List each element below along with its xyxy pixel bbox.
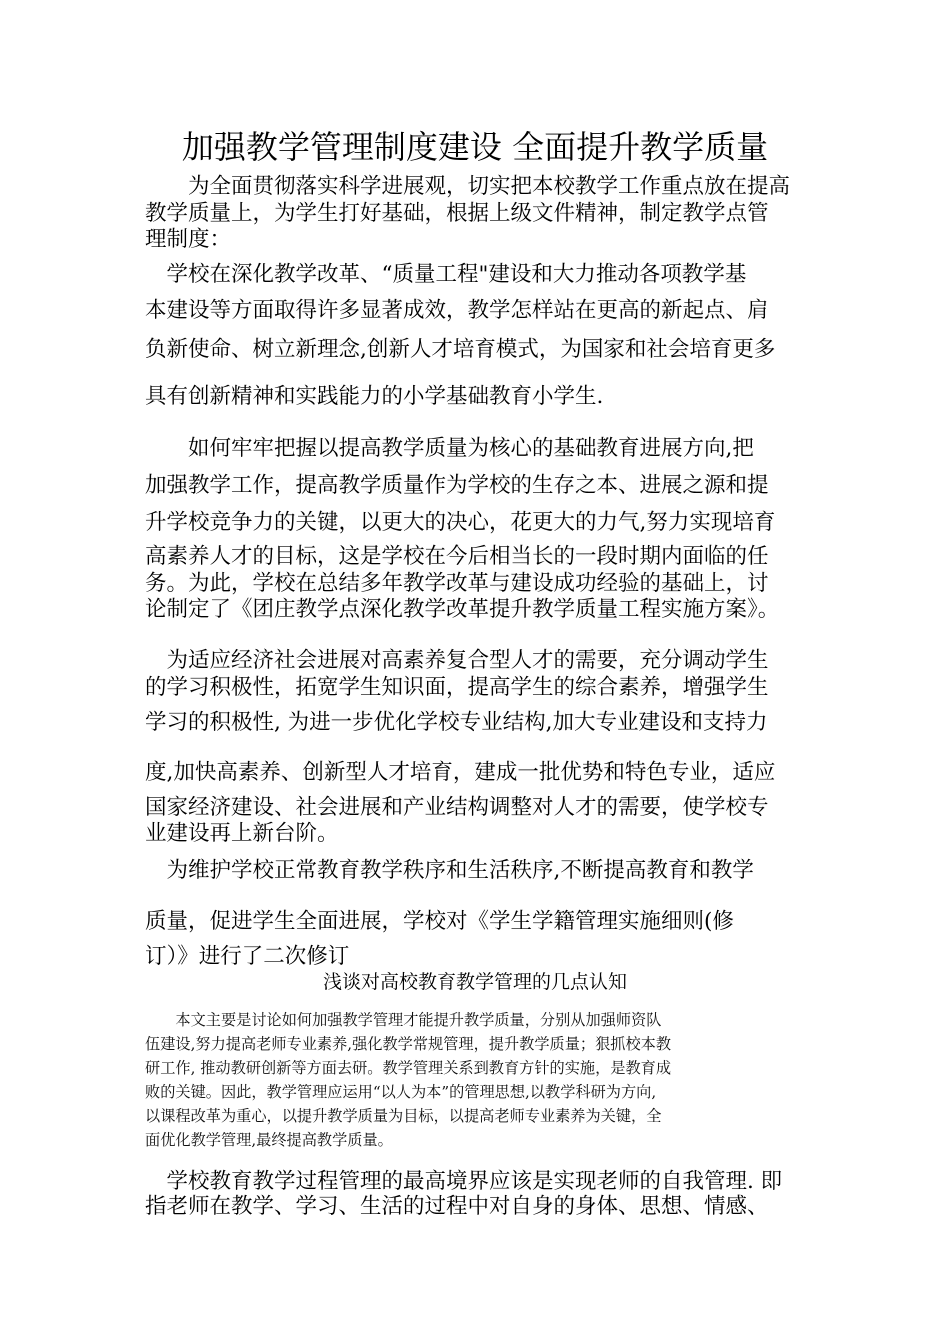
section-subtitle: 浅谈对高校教育教学管理的几点认知 [322, 971, 627, 993]
paragraph-3-line: 高素养人才的目标，这是学校在今后相当长的一段时期内面临的任 [145, 544, 769, 569]
paragraph-3-line: 如何牢牢把握以提高教学质量为核心的基础教育进展方向,把 [145, 436, 754, 461]
abstract-line: 败的关键。因此，教学管理应运用“以人为本”的管理思想,以教学科研为方向, [145, 1083, 657, 1101]
paragraph-4-line: 业建设再上新台阶。 [145, 821, 339, 846]
paragraph-2-line: 本建设等方面取得许多显著成效，教学怎样站在更高的新起点、肩 [145, 298, 769, 323]
abstract-line: 本文主要是讨论如何加强教学管理才能提升教学质量，分别从加强师资队 [145, 1011, 662, 1029]
paragraph-2-line: 具有创新精神和实践能力的小学基础教育小学生. [145, 384, 604, 409]
paragraph-3-line: 升学校竞争力的关键，以更大的决心，花更大的力气,努力实现培育 [145, 510, 776, 535]
paragraph-4-line: 国家经济建设、社会进展和产业结构调整对人才的需要，使学校专 [145, 795, 769, 820]
abstract-line: 以课程改革为重心，以提升教学质量为目标，以提高老师专业素养为关键，全 [145, 1107, 662, 1125]
paragraph-4-line: 的学习积极性，拓宽学生知识面，提高学生的综合素养，增强学生 [145, 675, 769, 700]
paragraph-1-line: 教学质量上，为学生打好基础，根据上级文件精神，制定教学点管 [145, 201, 769, 226]
paragraph-4-line: 度,加快高素养、创新型人才培育，建成一批优势和特色专业，适应 [145, 760, 776, 785]
paragraph-2-line: 负新使命、树立新理念,创新人才培育模式，为国家和社会培育更多 [145, 337, 776, 362]
paragraph-6-line: 指老师在教学、学习、生活的过程中对自身的身体、思想、情感、 [145, 1194, 769, 1219]
paragraph-1-line: 理制度： [145, 227, 232, 252]
paragraph-4-line: 学习的积极性, 为进一步优化学校专业结构,加大专业建设和支持力 [145, 710, 768, 735]
abstract-line: 伍建设,努力提高老师专业素养,强化教学常规管理，提升教学质量；狠抓校本教 [145, 1035, 672, 1053]
paragraph-4-line: 为适应经济社会进展对高素养复合型人才的需要，充分调动学生 [145, 648, 769, 673]
paragraph-3-line: 务。为此，学校在总结多年教学改革与建设成功经验的基础上，讨 [145, 571, 769, 596]
abstract-line: 面优化教学管理,最终提高教学质量。 [145, 1131, 393, 1149]
paragraph-5-line: 订）》进行了二次修订 [145, 944, 350, 969]
paragraph-2-line: 学校在深化教学改革、“质量工程"建设和大力推动各项教学基 [145, 262, 747, 287]
paragraph-5-line: 质量，促进学生全面进展，学校对《学生学籍管理实施细则(修 [145, 909, 734, 934]
paragraph-5-line: 为维护学校正常教育教学秩序和生活秩序,不断提高教育和教学 [145, 858, 754, 883]
paragraph-1-line: 为全面贯彻落实科学进展观，切实把本校教学工作重点放在提高 [145, 174, 791, 199]
paragraph-3-line: 论制定了《团庄教学点深化教学改革提升教学质量工程实施方案》。 [145, 597, 780, 622]
document-title: 加强教学管理制度建设 全面提升教学质量 [181, 128, 769, 166]
abstract-line: 研工作, 推动教研创新等方面去研。教学管理关系到教育方针的实施，是教育成 [145, 1059, 672, 1077]
paragraph-3-line: 加强教学工作，提高教学质量作为学校的生存之本、进展之源和提 [145, 473, 769, 498]
paragraph-6-line: 学校教育教学过程管理的最高境界应该是实现老师的自我管理. 即 [145, 1169, 783, 1194]
